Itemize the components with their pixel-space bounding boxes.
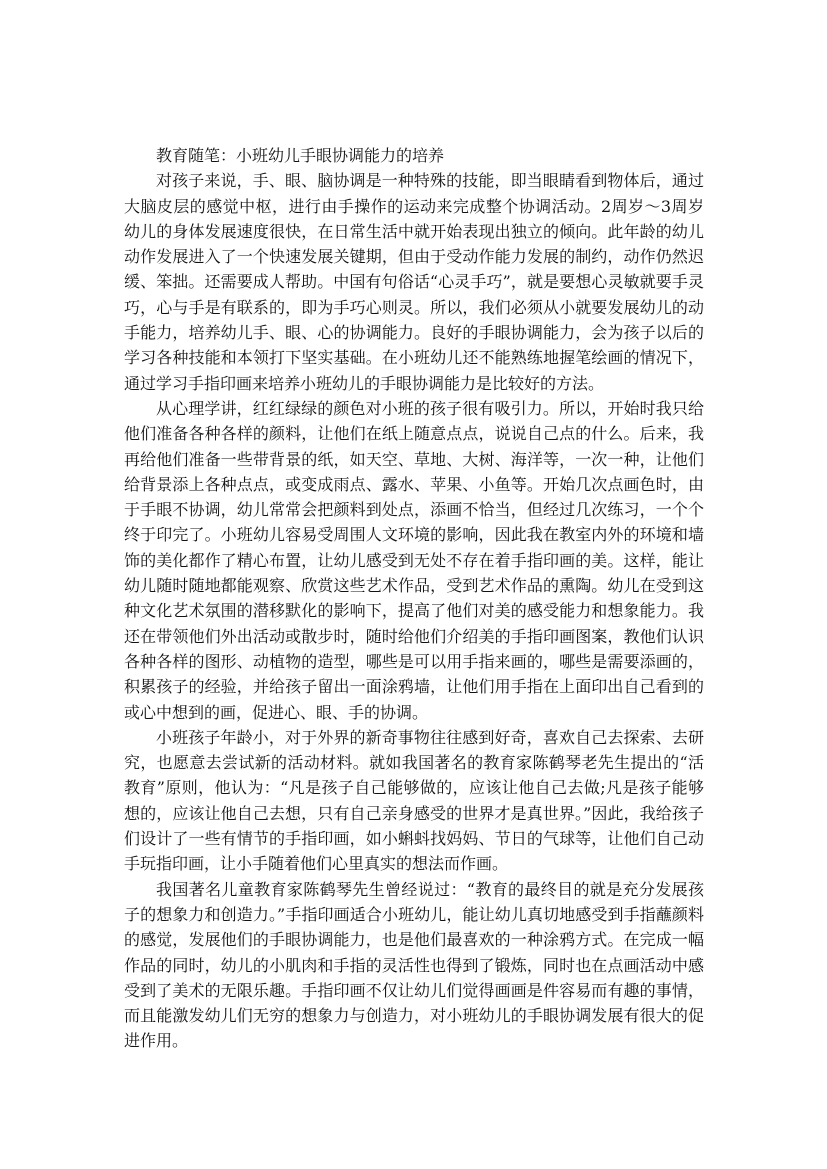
document-title: 教育随笔：小班幼儿手眼协调能力的培养 xyxy=(156,146,445,165)
paragraph-4: 我国著名儿童教育家陈鹤琴先生曾经说过：“教育的最终目的就是充分发展孩子的想象力和创造力。”手指印画适合小班幼儿，能让幼儿真切地感受到手指蘸颜料的感觉，发展他们的手眼协调能力，也是他们最喜欢的一种涂鸦方式。在完成一幅作品的同时，幼儿的小肌肉和手指的灵活性也得到了锻炼，同时也在点画活动中感受到了美术的无限乐趣。手指印画不仅让幼儿们觉得画画是件容易而有趣的事情，而且能激发幼儿们无穷的想象力与创造力，对小班幼儿的手眼协调发展有很大的促进作用。 xyxy=(124,879,704,1051)
paragraph-2: 从心理学讲，红红绿绿的颜色对小班的孩子很有吸引力。所以，开始时我只给他们准备各种各样的颜料，让他们在纸上随意点点，说说自己点的什么。后来，我再给他们准备一些带背景的纸，如天空、草地、大树、海洋等，一次一种，让他们给背景添上各种点点，或变成雨点、露水、苹果、小鱼等。开始几次点画色时，由于手眼不协调，幼儿常常会把颜料到处点，添画不恰当，但经过几次练习，一个个终于印完了。小班幼儿容易受周围人文环境的影响，因此我在教室内外的环境和墙饰的美化都作了精心布置，让幼儿感受到无处不存在着手指印画的美。这样，能让幼儿随时随地都能观察、欣赏这些艺术作品，受到艺术作品的熏陶。幼儿在受到这种文化艺术氛围的潜移默化的影响下，提高了他们对美的感受能力和想象能力。我还在带领他们外出活动或散步时，随时给他们介绍美的手指印画图案，教他们认识各种各样的图形、动植物的造型，哪些是可以用手指来画的，哪些是需要添画的，积累孩子的经验，并给孩子留出一面涂鸦墙，让他们用手指在上面印出自己看到的或心中想到的画，促进心、眼、手的协调。 xyxy=(124,398,704,722)
paragraph-3: 小班孩子年龄小，对于外界的新奇事物往往感到好奇，喜欢自己去探索、去研究，也愿意去尝试新的活动材料。就如我国著名的教育家陈鹤琴老先生提出的“活教育”原则，他认为：“凡是孩子自己能够做的，应该让他自己去做;凡是孩子能够想的，应该让他自己去想，只有自己亲身感受的世界才是真世界。”因此，我给孩子们设计了一些有情节的手指印画，如小蝌蚪找妈妈、节日的气球等，让他们自己动手玩指印画，让小手随着他们心里真实的想法而作画。 xyxy=(124,727,704,874)
document-body xyxy=(124,143,704,1054)
paragraph-1: 对孩子来说，手、眼、脑协调是一种特殊的技能，即当眼睛看到物体后，通过大脑皮层的感觉中枢，进行由手操作的运动来完成整个协调活动。2周岁～3周岁幼儿的身体发展速度很快，在日常生活中就开始表现出独立的倾向。此年龄的幼儿动作发展进入了一个快速发展关键期，但由于受动作能力发展的制约，动作仍然迟缓、笨拙。还需要成人帮助。中国有句俗话“心灵手巧”，就是要想心灵敏就要手灵巧，心与手是有联系的，即为手巧心则灵。所以，我们必须从小就要发展幼儿的动手能力，培养幼儿手、眼、心的协调能力。良好的手眼协调能力，会为孩子以后的学习各种技能和本领打下坚实基础。在小班幼儿还不能熟练地握笔绘画的情况下，通过学习手指印画来培养小班幼儿的手眼协调能力是比较好的方法。 xyxy=(124,171,704,393)
